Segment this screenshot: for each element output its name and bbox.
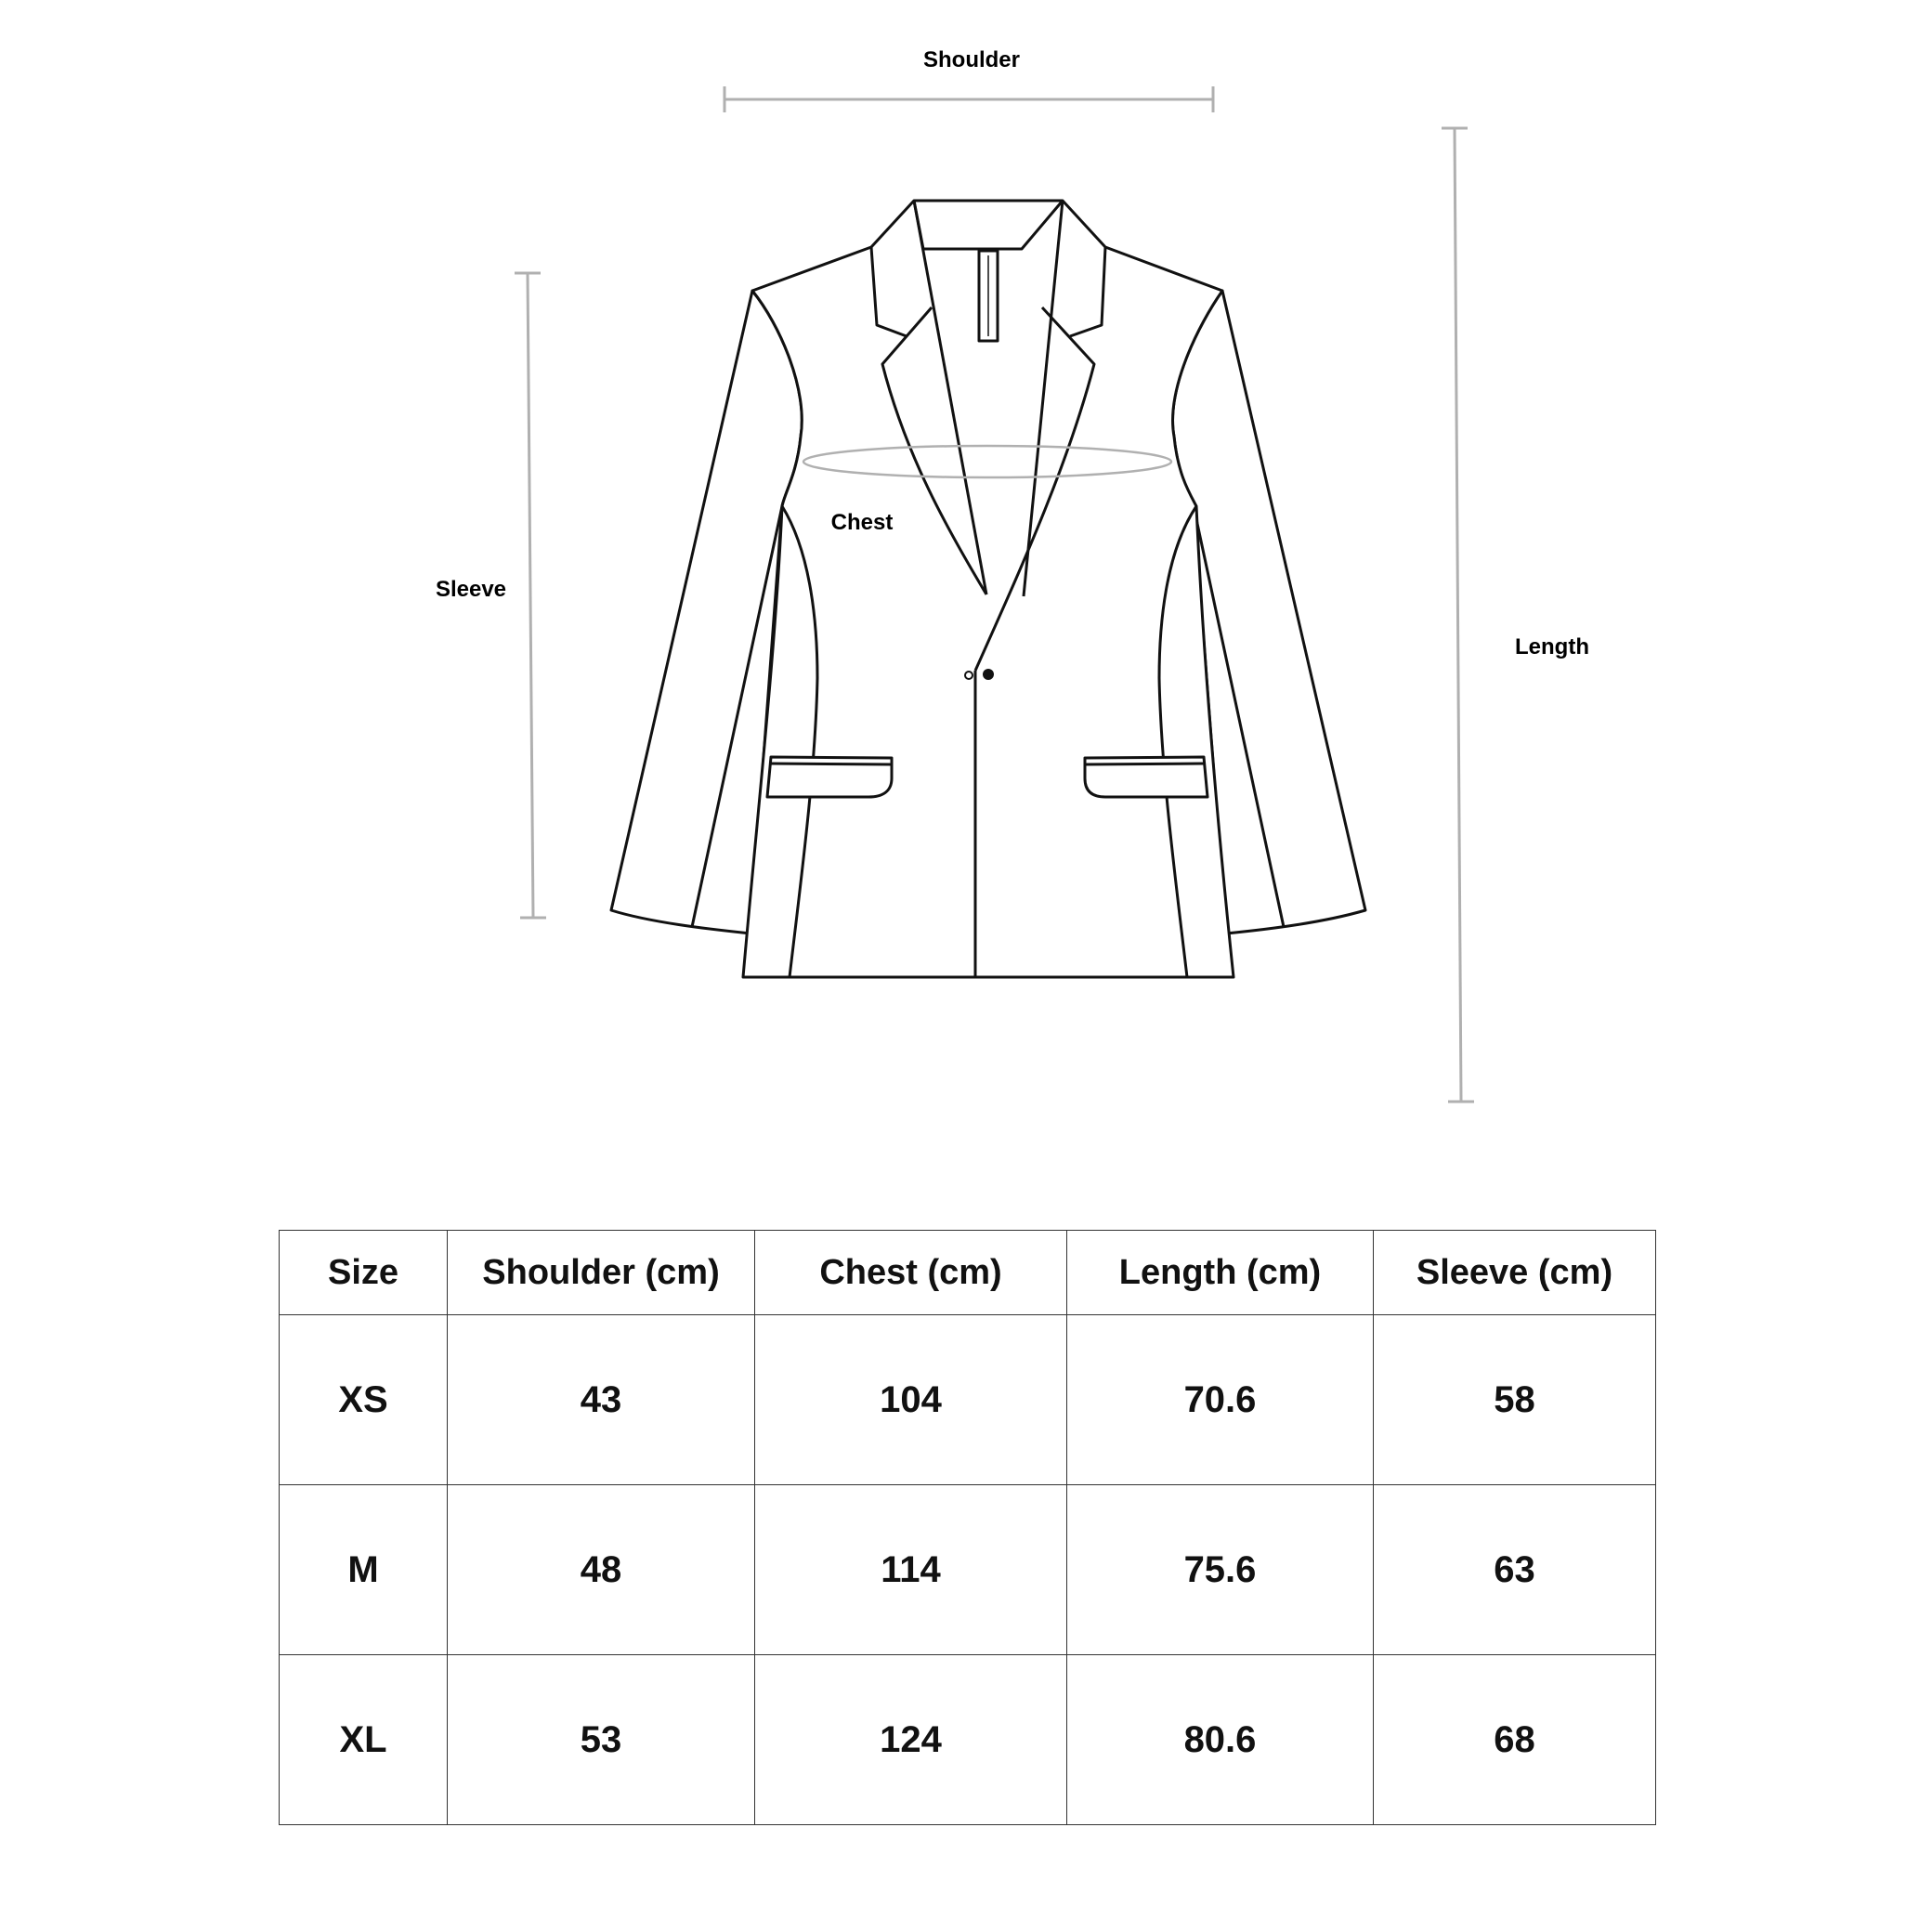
header-length: Length (cm) (1067, 1231, 1374, 1315)
cell-length: 80.6 (1067, 1655, 1374, 1825)
shoulder-label: Shoulder (922, 47, 1021, 72)
cell-size: M (280, 1485, 448, 1655)
header-size: Size (280, 1231, 448, 1315)
cell-sleeve: 58 (1374, 1315, 1656, 1485)
sleeve-label: Sleeve (435, 577, 507, 602)
chest-label: Chest (830, 510, 894, 535)
length-label: Length (1515, 634, 1589, 659)
table-header-row (280, 1231, 1656, 1315)
jacket-illustration (611, 201, 1365, 977)
header-shoulder: Shoulder (cm) (448, 1231, 755, 1315)
cell-shoulder: 53 (448, 1655, 755, 1825)
cell-length: 70.6 (1067, 1315, 1374, 1485)
button-hole (965, 672, 973, 679)
table-row (280, 1485, 1656, 1655)
cell-shoulder: 48 (448, 1485, 755, 1655)
cell-shoulder: 43 (448, 1315, 755, 1485)
cell-length: 75.6 (1067, 1485, 1374, 1655)
length-measure-line (1442, 128, 1474, 1102)
cell-size: XL (280, 1655, 448, 1825)
sleeve-measure-line (515, 273, 546, 918)
cell-chest: 124 (755, 1655, 1067, 1825)
cell-sleeve: 68 (1374, 1655, 1656, 1825)
cell-sleeve: 63 (1374, 1485, 1656, 1655)
table-row (280, 1315, 1656, 1485)
header-chest: Chest (cm) (755, 1231, 1067, 1315)
header-sleeve: Sleeve (cm) (1374, 1231, 1656, 1315)
cell-size: XS (280, 1315, 448, 1485)
cell-chest: 104 (755, 1315, 1067, 1485)
shoulder-measure-line (724, 86, 1213, 112)
button (983, 669, 994, 680)
cell-chest: 114 (755, 1485, 1067, 1655)
size-chart-table (279, 1230, 1656, 1825)
table-row (280, 1655, 1656, 1825)
